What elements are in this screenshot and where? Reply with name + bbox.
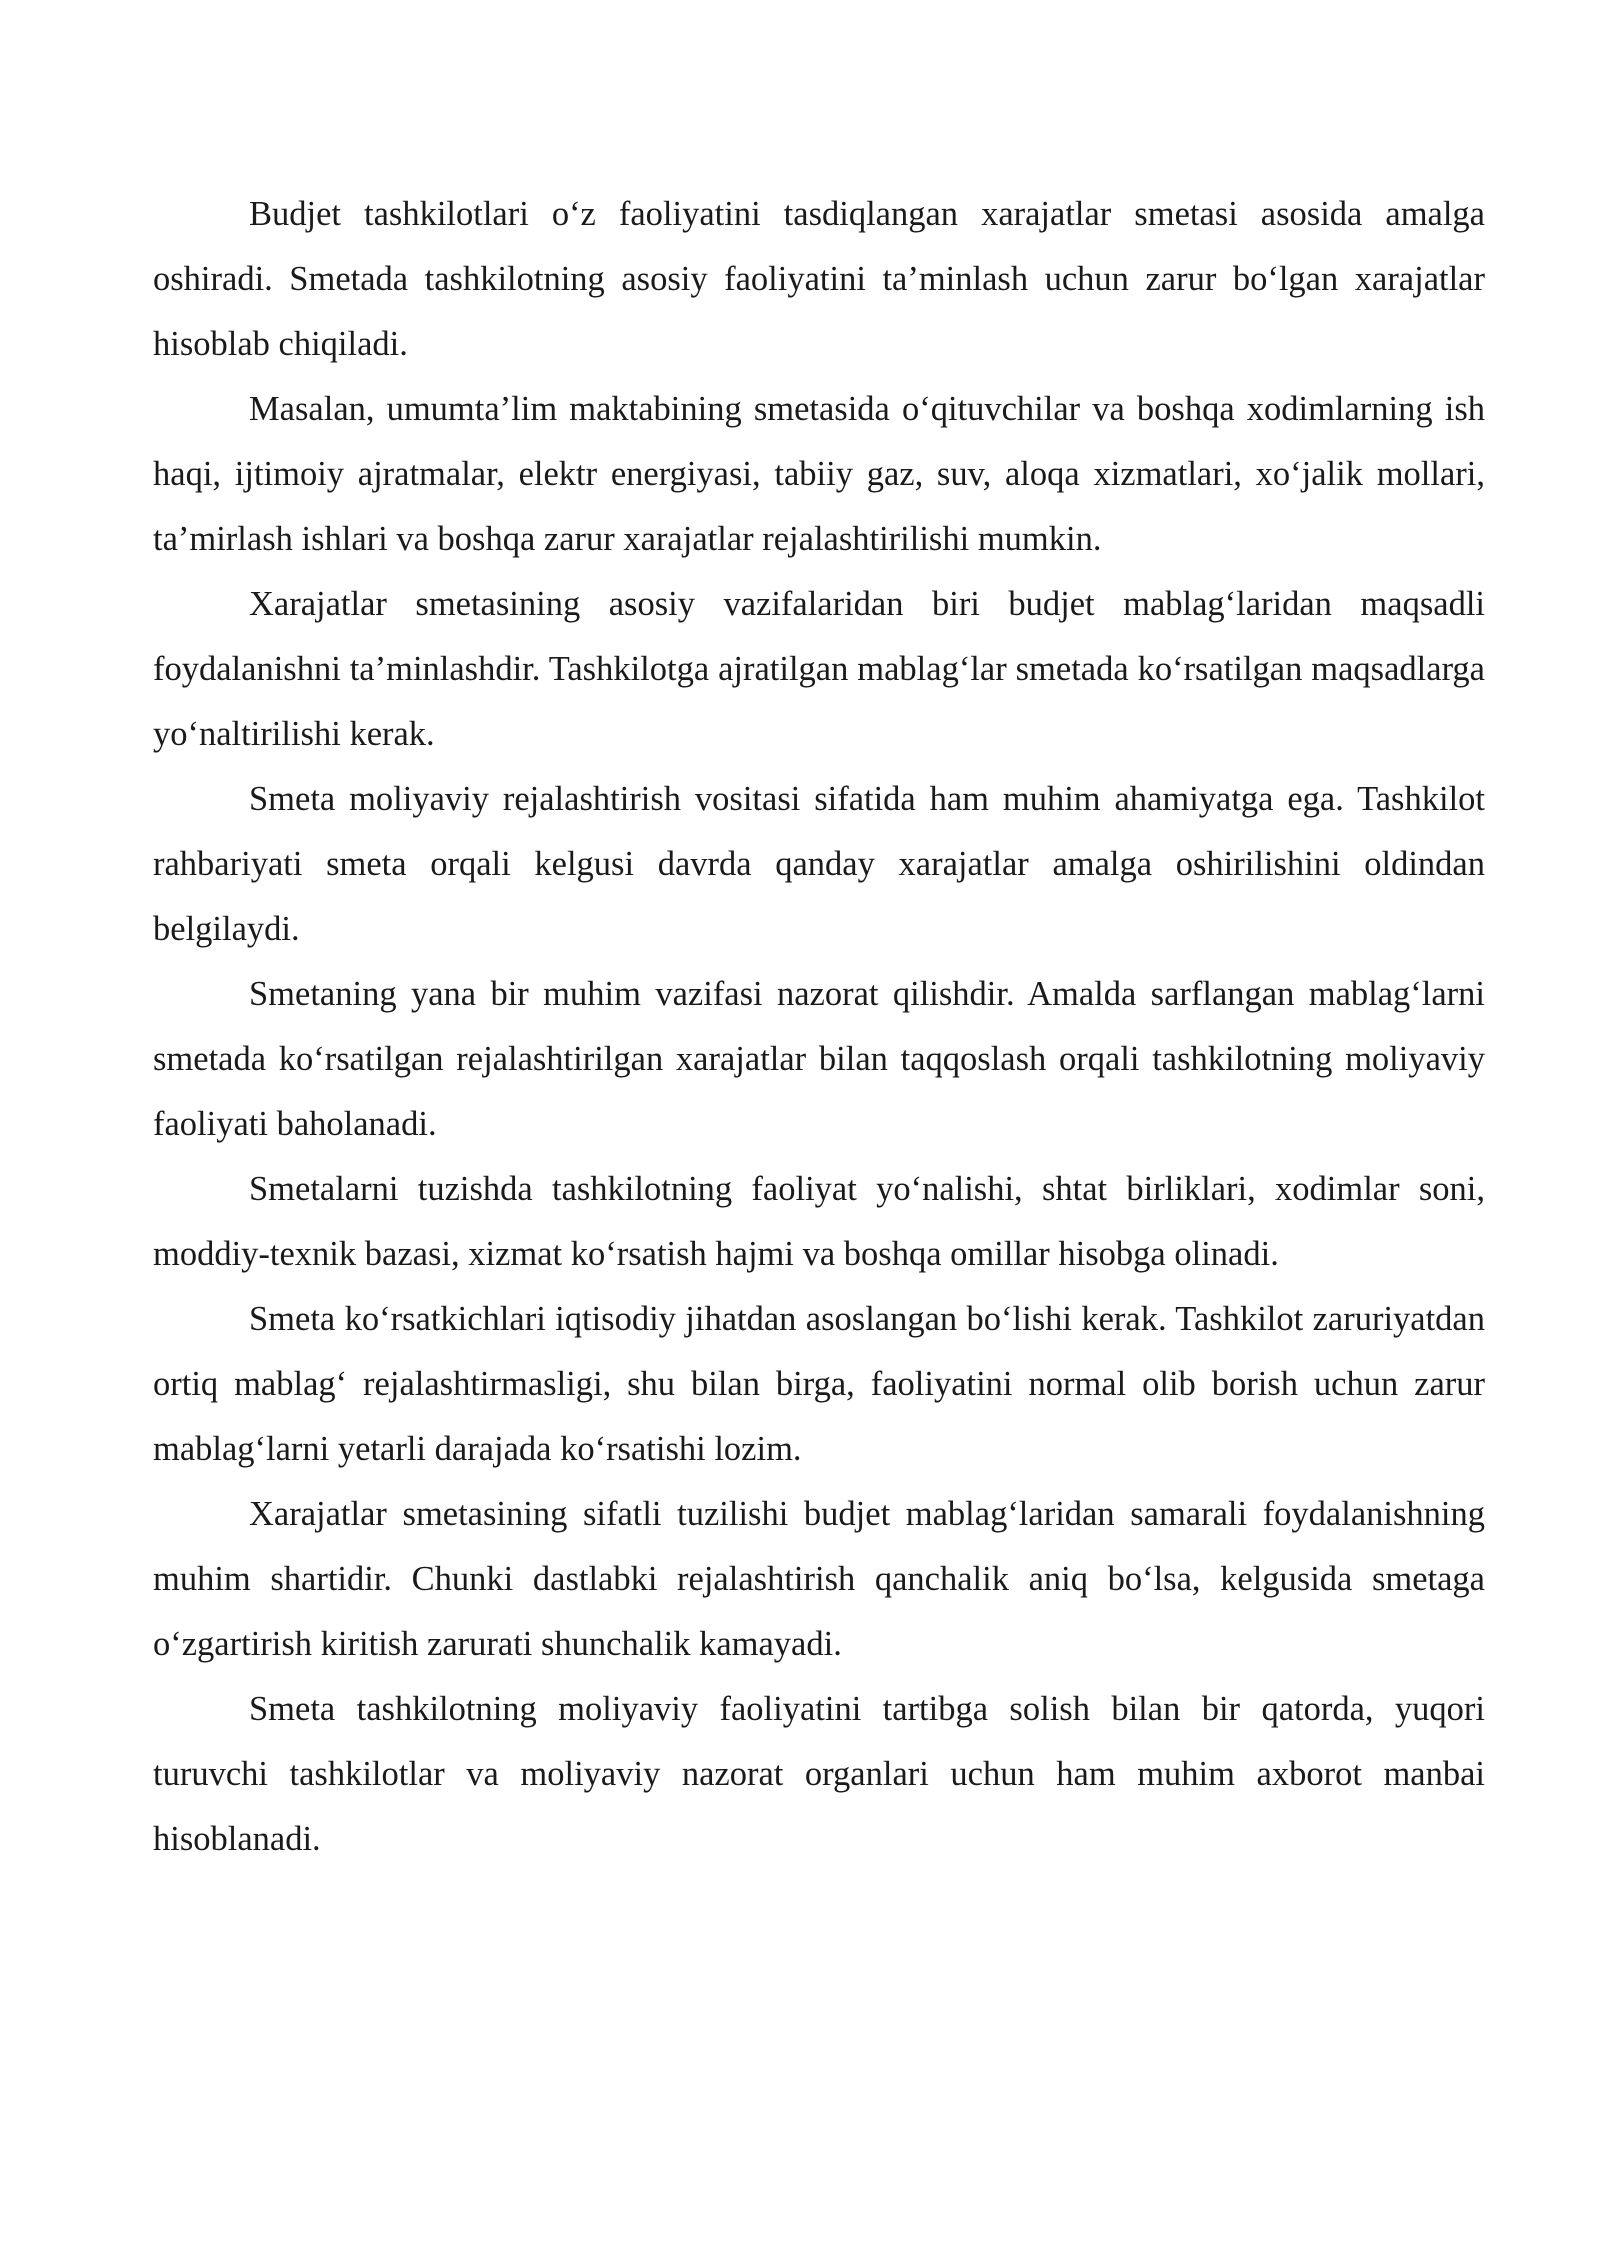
paragraph-4: Smeta moliyaviy rejalashtirish vositasi sifatida ham muhim ahamiyatga ega. Tashkilot rahbariyati smeta orqali kelgusi davrda qanday xarajatlar amalga oshirilishini oldindan belgilaydi. bbox=[153, 780, 1485, 948]
paragraph-1: Budjet tashkilotlari o‘z faoliyatini tasdiqlangan xarajatlar smetasi asosida amalga oshiradi. Smetada tashkilotning asosiy faoliyatini ta’minlash uchun zarur bo‘lgan xarajatlar hisoblab chiqiladi. bbox=[153, 195, 1485, 363]
paragraph-3: Xarajatlar smetasining asosiy vazifalaridan biri budjet mablag‘laridan maqsadli foydalanishni ta’minlashdir. Tashkilotga ajratilgan mablag‘lar smetada ko‘rsatilgan maqsadlarga yo‘naltirilishi kerak. bbox=[153, 585, 1485, 753]
paragraph-8: Xarajatlar smetasining sifatli tuzilishi budjet mablag‘laridan samarali foydalanishning muhim shartidir. Chunki dastlabki rejalashtirish qanchalik aniq bo‘lsa, kelgusida smetaga o‘zgartirish kiritish zarurati shunchalik kamayadi. bbox=[153, 1495, 1485, 1663]
paragraph-6: Smetalarni tuzishda tashkilotning faoliyat yo‘nalishi, shtat birliklari, xodimlar soni, moddiy-texnik bazasi, xizmat ko‘rsatish hajmi va boshqa omillar hisobga olinadi. bbox=[153, 1170, 1485, 1273]
paragraph-2: Masalan, umumta’lim maktabining smetasida o‘qituvchilar va boshqa xodimlarning ish haqi, ijtimoiy ajratmalar, elektr energiyasi, tabiiy gaz, suv, aloqa xizmatlari, xo‘jalik mollari, ta’mirlash ishlari va boshqa zarur xarajatlar rejalashtirilishi mumkin. bbox=[153, 390, 1485, 558]
paragraph-5: Smetaning yana bir muhim vazifasi nazorat qilishdir. Amalda sarflangan mablag‘larni smetada ko‘rsatilgan rejalashtirilgan xarajatlar bilan taqqoslash orqali tashkilotning moliyaviy faoliyati baholanadi. bbox=[153, 975, 1485, 1143]
paragraph-7: Smeta ko‘rsatkichlari iqtisodiy jihatdan asoslangan bo‘lishi kerak. Tashkilot zaruriyatdan ortiq mablag‘ rejalashtirmasligi, shu bilan birga, faoliyatini normal olib borish uchun zarur mablag‘larni yetarli darajada ko‘rsatishi lozim. bbox=[153, 1300, 1485, 1468]
paragraph-9: Smeta tashkilotning moliyaviy faoliyatini tartibga solish bilan bir qatorda, yuqori turuvchi tashkilotlar va moliyaviy nazorat organlari uchun ham muhim axborot manbai hisoblanadi. bbox=[153, 1690, 1485, 1858]
document-body bbox=[153, 182, 1485, 1872]
